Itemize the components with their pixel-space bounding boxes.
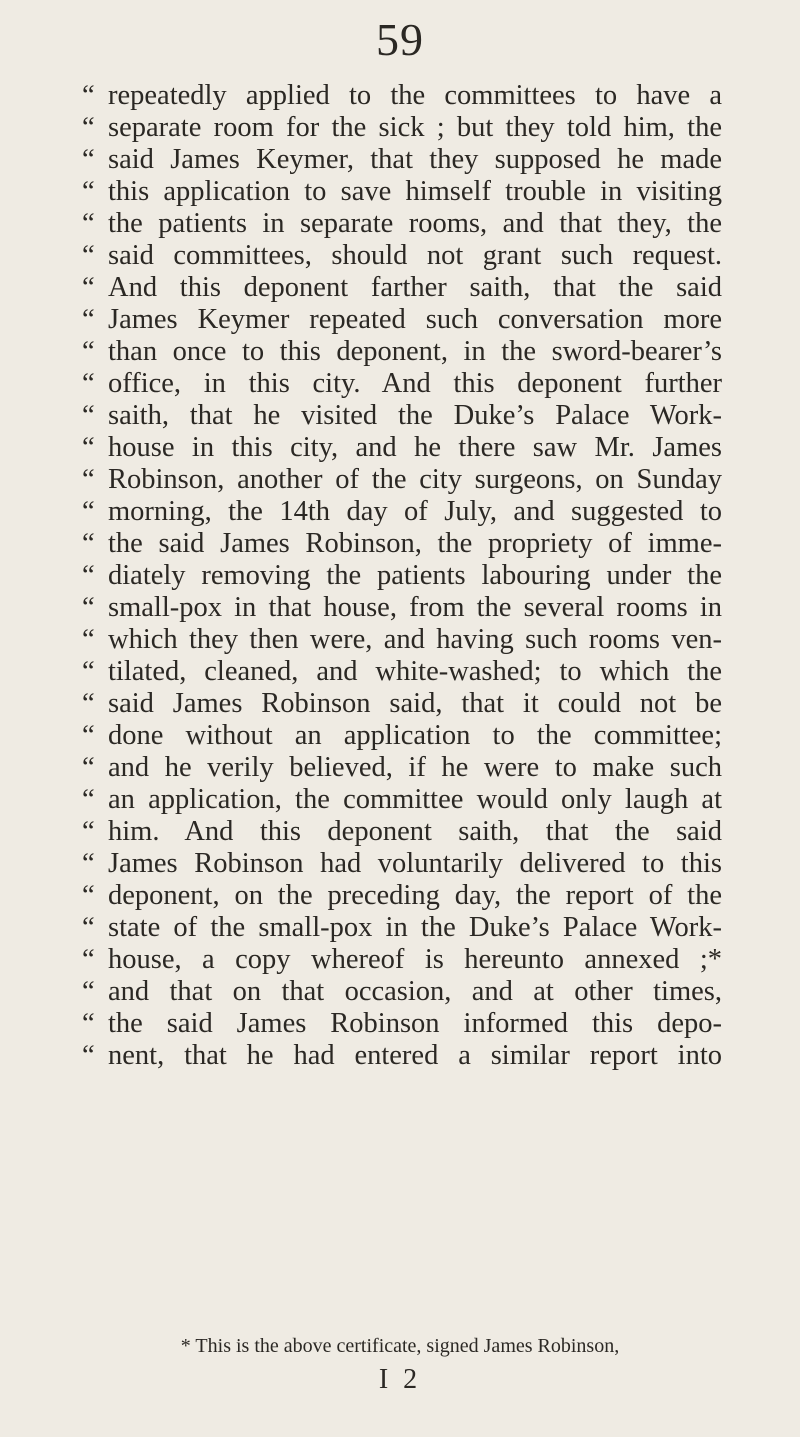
body-text [82, 80, 722, 1072]
text-line [82, 848, 722, 880]
text-line [82, 752, 722, 784]
line-text: house, a copy whereof is hereunto annexed ;* [108, 944, 722, 975]
line-text: the said James Robinson informed this depo- [108, 1008, 722, 1039]
line-text: James Robinson had voluntarily delivered to this [108, 848, 722, 879]
text-line [82, 464, 722, 496]
quote-mark: “ [82, 624, 95, 655]
line-text: the patients in separate rooms, and that they, the [108, 208, 722, 239]
quote-mark: “ [82, 592, 95, 623]
quote-mark: “ [82, 848, 95, 879]
text-line [82, 1008, 722, 1040]
text-line [82, 432, 722, 464]
line-text: office, in this city. And this deponent further [108, 368, 722, 399]
text-line [82, 1040, 722, 1072]
quote-mark: “ [82, 368, 95, 399]
line-text: this application to save himself trouble in visiting [108, 176, 722, 207]
text-line [82, 880, 722, 912]
quote-mark: “ [82, 816, 95, 847]
quote-mark: “ [82, 176, 95, 207]
text-line [82, 80, 722, 112]
line-text: which they then were, and having such rooms ven- [108, 624, 722, 655]
quote-mark: “ [82, 464, 95, 495]
text-line [82, 624, 722, 656]
line-text: and he verily believed, if he were to make such [108, 752, 722, 783]
quote-mark: “ [82, 528, 95, 559]
text-line [82, 944, 722, 976]
text-line [82, 688, 722, 720]
line-text: the said James Robinson, the propriety of imme- [108, 528, 722, 559]
text-line [82, 112, 722, 144]
quote-mark: “ [82, 240, 95, 271]
quote-mark: “ [82, 336, 95, 367]
line-text: And this deponent farther saith, that the said [108, 272, 722, 303]
quote-mark: “ [82, 784, 95, 815]
text-line [82, 304, 722, 336]
quote-mark: “ [82, 720, 95, 751]
text-line [82, 336, 722, 368]
line-text: Robinson, another of the city surgeons, on Sunday [108, 464, 722, 495]
quote-mark: “ [82, 1040, 95, 1071]
quote-mark: “ [82, 560, 95, 591]
quote-mark: “ [82, 496, 95, 527]
line-text: morning, the 14th day of July, and suggested to [108, 496, 722, 527]
text-line [82, 176, 722, 208]
text-line [82, 816, 722, 848]
line-text: an application, the committee would only laugh at [108, 784, 722, 815]
quote-mark: “ [82, 272, 95, 303]
quote-mark: “ [82, 1008, 95, 1039]
quote-mark: “ [82, 976, 95, 1007]
text-line [82, 528, 722, 560]
quote-mark: “ [82, 208, 95, 239]
quote-mark: “ [82, 304, 95, 335]
text-line [82, 656, 722, 688]
text-line [82, 560, 722, 592]
quote-mark: “ [82, 688, 95, 719]
line-text: diately removing the patients labouring under the [108, 560, 722, 591]
quote-mark: “ [82, 656, 95, 687]
text-line [82, 144, 722, 176]
line-text: tilated, cleaned, and white-washed; to which the [108, 656, 722, 687]
line-text: separate room for the sick ; but they told him, the [108, 112, 722, 143]
line-text: repeatedly applied to the committees to have a [108, 80, 722, 111]
text-line [82, 240, 722, 272]
text-line [82, 208, 722, 240]
text-line [82, 912, 722, 944]
line-text: deponent, on the preceding day, the report of the [108, 880, 722, 911]
page-number: 59 [376, 14, 424, 65]
quote-mark: “ [82, 112, 95, 143]
footnote: * This is the above certificate, signed James Robinson, [180, 1335, 620, 1357]
text-line [82, 272, 722, 304]
line-text: said James Robinson said, that it could not be [108, 688, 722, 719]
text-line [82, 496, 722, 528]
quote-mark: “ [82, 400, 95, 431]
quote-mark: “ [82, 944, 95, 975]
text-line [82, 720, 722, 752]
quote-mark: “ [82, 912, 95, 943]
quote-mark: “ [82, 752, 95, 783]
line-text: house in this city, and he there saw Mr. James [108, 432, 722, 463]
text-line [82, 400, 722, 432]
text-line [82, 592, 722, 624]
line-text: than once to this deponent, in the sword-bearer’s [108, 336, 722, 367]
signature-mark: I 2 [378, 1364, 422, 1395]
quote-mark: “ [82, 80, 95, 111]
line-text: done without an application to the committee; [108, 720, 722, 751]
line-text: him. And this deponent saith, that the said [108, 816, 722, 847]
quote-mark: “ [82, 880, 95, 911]
text-line [82, 368, 722, 400]
line-text: saith, that he visited the Duke’s Palace Work- [108, 400, 722, 431]
line-text: James Keymer repeated such conversation more [108, 304, 722, 335]
quote-mark: “ [82, 432, 95, 463]
line-text: said James Keymer, that they supposed he made [108, 144, 722, 175]
line-text: small-pox in that house, from the several rooms in [108, 592, 722, 623]
line-text: and that on that occasion, and at other times, [108, 976, 722, 1007]
quote-mark: “ [82, 144, 95, 175]
text-line [82, 784, 722, 816]
text-line [82, 976, 722, 1008]
line-text: state of the small-pox in the Duke’s Palace Work- [108, 912, 722, 943]
line-text: nent, that he had entered a similar report into [108, 1040, 722, 1071]
line-text: said committees, should not grant such request. [108, 240, 722, 271]
